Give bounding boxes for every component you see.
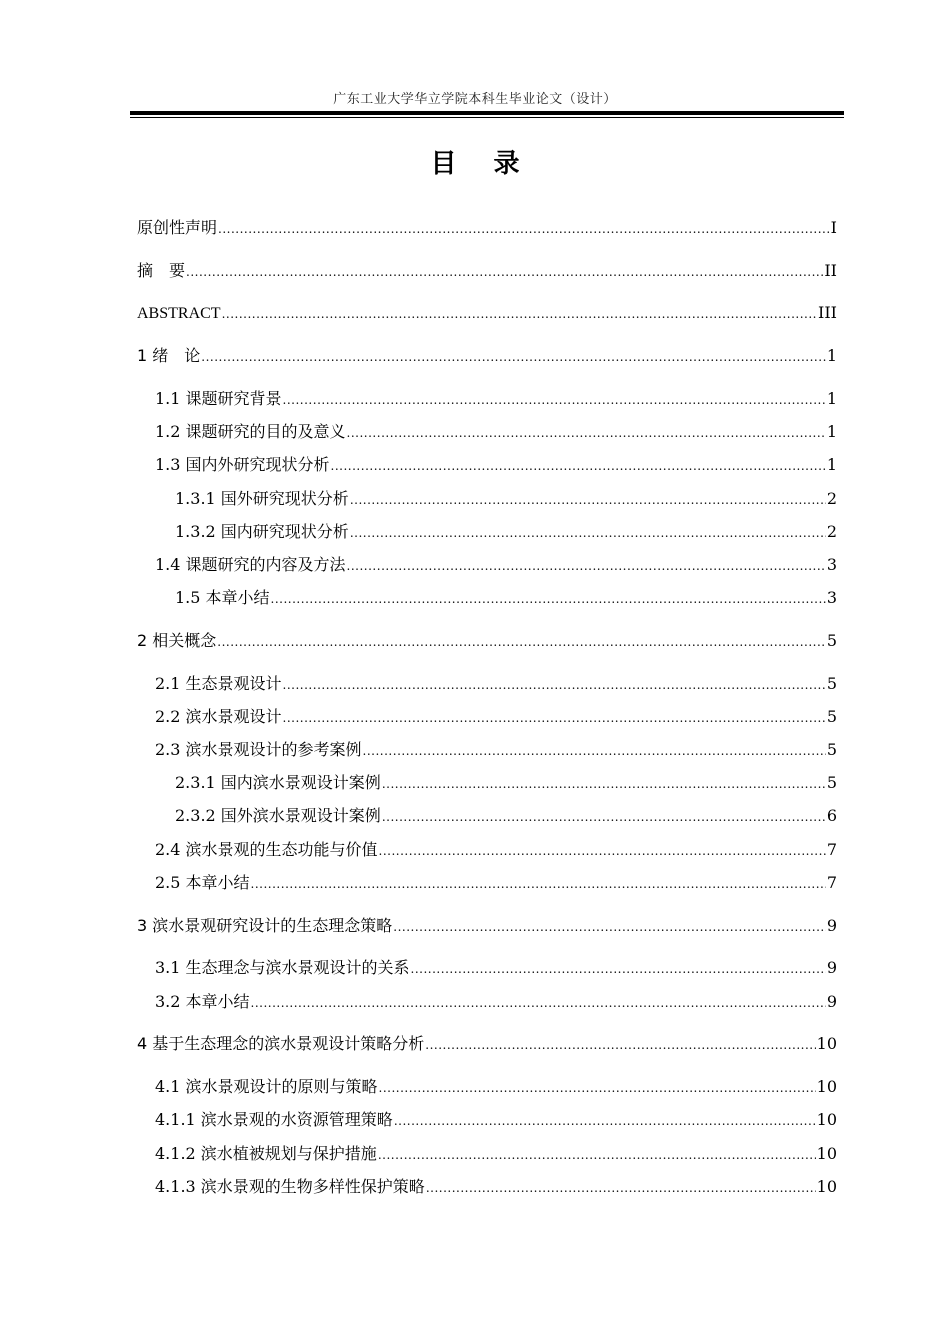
toc-entry[interactable]: 1.3.2 国内研究现状分析 ..... 2 [175, 521, 837, 543]
toc-entry[interactable]: 3.1 生态理念与滨水景观设计的关系 ..... 9 [155, 957, 837, 979]
toc-entry[interactable]: 2.3 滨水景观设计的参考案例 ..... 5 [155, 739, 837, 761]
toc-entry[interactable]: 1 绪 论 ..... 1 [137, 345, 837, 367]
header-rule-thin [130, 117, 844, 118]
toc-entry[interactable]: 4.1 滨水景观设计的原则与策略 ..... 10 [155, 1076, 837, 1098]
toc-entry[interactable]: 2.1 生态景观设计 ..... 5 [155, 673, 837, 695]
toc-entry[interactable]: 3.2 本章小结 ..... 9 [155, 991, 837, 1013]
toc-entry[interactable]: 2 相关概念 ..... 5 [137, 630, 837, 652]
toc-entry[interactable]: 1.3 国内外研究现状分析 ..... 1 [155, 454, 837, 476]
toc-entry[interactable]: 4.1.3 滨水景观的生物多样性保护策略 ..... 10 [155, 1176, 837, 1198]
toc-entry[interactable]: 原创性声明 ..... I [137, 217, 837, 239]
toc-entry[interactable]: 1.5 本章小结 ..... 3 [175, 587, 837, 609]
toc-entry[interactable]: 2.5 本章小结 ..... 7 [155, 872, 837, 894]
toc-entry[interactable]: 2.2 滨水景观设计 ..... 5 [155, 706, 837, 728]
running-header: 广东工业大学华立学院本科生毕业论文（设计） [333, 92, 617, 107]
toc-entry[interactable]: 摘 要 ..... II [137, 260, 837, 282]
toc-title: 目 录 [430, 149, 534, 179]
toc-entry[interactable]: 1.3.1 国外研究现状分析 ..... 2 [175, 488, 837, 510]
toc-entry[interactable]: 2.4 滨水景观的生态功能与价值 ..... 7 [155, 839, 837, 861]
toc-entry[interactable]: 1.4 课题研究的内容及方法 ..... 3 [155, 554, 837, 576]
toc-entry[interactable]: 2.3.2 国外滨水景观设计案例 ..... 6 [175, 805, 837, 827]
toc-entry[interactable]: 4 基于生态理念的滨水景观设计策略分析 ..... 10 [137, 1033, 837, 1055]
toc-entry[interactable]: ABSTRACT ..... III [137, 302, 837, 324]
toc-entry[interactable]: 3 滨水景观研究设计的生态理念策略 ..... 9 [137, 915, 837, 937]
header-rule-thick [130, 111, 844, 115]
toc-entry[interactable]: 4.1.2 滨水植被规划与保护措施 ..... 10 [155, 1143, 837, 1165]
toc-entry[interactable]: 1.2 课题研究的目的及意义 ..... 1 [155, 421, 837, 443]
toc-entry[interactable]: 4.1.1 滨水景观的水资源管理策略 ..... 10 [155, 1109, 837, 1131]
toc-entry[interactable]: 1.1 课题研究背景 ..... 1 [155, 388, 837, 410]
toc-entry[interactable]: 2.3.1 国内滨水景观设计案例 ..... 5 [175, 772, 837, 794]
